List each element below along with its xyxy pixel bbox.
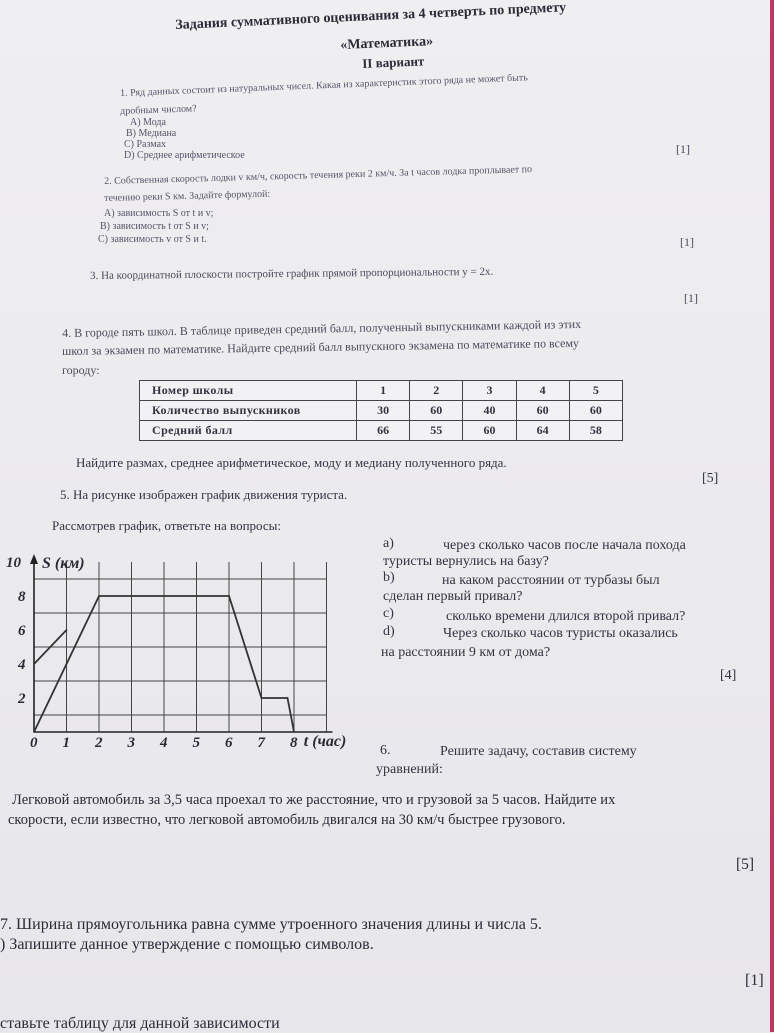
question-c-text: сколько времени длился второй привал? — [446, 609, 686, 624]
task-6-instruction-cont: уравнений: — [376, 762, 443, 777]
page-edge-strip — [770, 0, 774, 1032]
question-a-text-cont: туристы вернулись на базу? — [383, 554, 549, 569]
task-3-question: 3. На координатной плоскости постройте график прямой пропорциональности y = 2x. — [90, 265, 494, 282]
table-cell: 60 — [569, 401, 622, 421]
table-cell: 2 — [410, 381, 463, 401]
task-7-mark: [1] — [745, 972, 764, 989]
table-cell: 5 — [569, 381, 622, 401]
question-d-text-cont: на расстоянии 9 км от дома? — [381, 645, 551, 660]
task-1-question: 1. Ряд данных состоит из натуральных чисел. Какая из характеристик этого ряда не может быть — [120, 72, 528, 99]
x-tick-label: 8 — [290, 735, 298, 751]
question-a-letter: а) — [383, 536, 394, 551]
x-tick-label: 4 — [160, 735, 168, 751]
table-cell: 55 — [410, 421, 463, 441]
school-scores-table — [139, 380, 623, 441]
x-tick-label: 2 — [95, 735, 103, 751]
task-5-prompt: Рассмотрев график, ответьте на вопросы: — [52, 518, 281, 533]
task-1-option-b: В) Медиана — [126, 128, 177, 139]
task-4-question-end: городу: — [62, 363, 100, 377]
question-d-text: Через сколько часов туристы оказались — [443, 626, 678, 641]
task-1-option-a: А) Мода — [130, 117, 166, 128]
row-header: Количество выпускников — [140, 401, 357, 421]
task-4-mark: [5] — [702, 471, 719, 486]
task-1-option-c: С) Размах — [124, 139, 167, 150]
task-2-option-a: А) зависимость S от t и v; — [104, 208, 214, 219]
table-cell: 40 — [463, 401, 516, 421]
task-6-problem: Легковой автомобиль за 3,5 часа проехал то же расстояние, что и грузовой за 5 часов. Найдите их — [12, 792, 616, 808]
data-point — [261, 697, 263, 699]
task-6-instruction: Решите задачу, составив систему — [440, 744, 637, 759]
table-cell: 60 — [410, 401, 463, 421]
table-cell: 60 — [516, 401, 569, 421]
question-b-text: на каком расстоянии от турбазы был — [442, 573, 660, 588]
task-6-number: 6. — [380, 743, 391, 758]
task-7-cut-line: ставьте таблицу для данной зависимости — [0, 1015, 280, 1032]
data-point — [228, 595, 230, 597]
x-tick-label: 1 — [62, 735, 70, 751]
x-tick-label: 7 — [257, 735, 265, 751]
x-tick-label: 6 — [225, 735, 233, 751]
task-6-mark: [5] — [736, 856, 755, 873]
tourist-motion-graph — [6, 540, 370, 760]
task-1-question-cont: дробным числом? — [120, 103, 197, 117]
y-axis-label: S (км) — [42, 555, 85, 572]
question-b-text-cont: сделан первый привал? — [383, 589, 523, 604]
task-1-mark: [1] — [676, 142, 690, 156]
task-2-option-b: В) зависимость t от S и v; — [100, 221, 209, 232]
task-7-instruction: ) Запишите данное утверждение с помощью символов. — [0, 936, 374, 953]
data-point — [33, 663, 35, 665]
task-6-problem-cont: скорости, если известно, что легковой автомобиль двигался на 30 км/ч быстрее грузового. — [8, 812, 566, 828]
data-point — [98, 595, 100, 597]
task-4-question-cont: школ за экзамен по математике. Найдите средний балл выпускного экзамена по математике по всему — [62, 335, 580, 358]
question-c-letter: c) — [383, 606, 394, 621]
data-point — [293, 731, 295, 733]
task-4-followup: Найдите размах, среднее арифметическое, моду и медиану полученного ряда. — [76, 455, 507, 470]
task-7-statement: 7. Ширина прямоугольника равна сумме утроенного значения длины и числа 5. — [0, 916, 542, 933]
question-b-letter: b) — [383, 570, 395, 585]
task-3-mark: [1] — [684, 291, 698, 305]
task-5-mark: [4] — [720, 668, 737, 683]
task-2-question: 2. Собственная скорость лодки v км/ч, скорость течения реки 2 км/ч. За t часов лодка проплывает по — [104, 164, 533, 187]
table-cell: 3 — [463, 381, 516, 401]
subject-title: «Математика» — [340, 34, 434, 53]
question-d-letter: d) — [383, 624, 395, 639]
task-2-option-c: С) зависимость v от S и t. — [98, 234, 207, 245]
table-cell: 60 — [463, 421, 516, 441]
y-tick-label: 6 — [18, 623, 26, 639]
task-5-statement: 5. На рисунке изображен график движения туриста. — [60, 487, 348, 502]
y-tick-label: 8 — [18, 589, 26, 605]
row-header: Номер школы — [140, 381, 357, 401]
x-tick-label: 0 — [30, 735, 38, 751]
task-2-mark: [1] — [680, 235, 694, 249]
data-point — [33, 731, 35, 733]
table-cell: 66 — [357, 421, 410, 441]
task-2-question-cont: течению реки S км. Задайте формулой: — [104, 188, 271, 204]
table-cell: 4 — [516, 381, 569, 401]
question-a-text: через сколько часов после начала похода — [443, 538, 686, 553]
task-1-option-d: D) Среднее арифметическое — [124, 150, 245, 161]
table-cell: 30 — [357, 401, 410, 421]
x-tick-label: 3 — [127, 735, 135, 751]
task-4-question: 4. В городе пять школ. В таблице приведен средний балл, полученный выпускниками каждой из этих — [62, 316, 582, 340]
variant-label: II вариант — [362, 53, 425, 71]
worksheet-title: Задания суммативного оценивания за 4 четверть по предмету — [175, 0, 567, 33]
data-point — [287, 697, 289, 699]
table-cell: 1 — [357, 381, 410, 401]
y-tick-label: 4 — [18, 657, 26, 673]
table-cell: 64 — [516, 421, 569, 441]
table-row-graduates — [140, 401, 623, 421]
data-point — [66, 629, 68, 631]
y-tick-label: 2 — [18, 691, 26, 707]
x-tick-label: 5 — [192, 735, 200, 751]
table-cell: 58 — [569, 421, 622, 441]
table-row-school-number — [140, 381, 623, 401]
y-axis-arrow — [30, 554, 38, 564]
y-tick-label: 10 — [6, 555, 21, 571]
row-header: Средний балл — [140, 421, 357, 441]
x-axis-label: t (час) — [303, 733, 347, 750]
table-row-average-score — [140, 421, 623, 441]
